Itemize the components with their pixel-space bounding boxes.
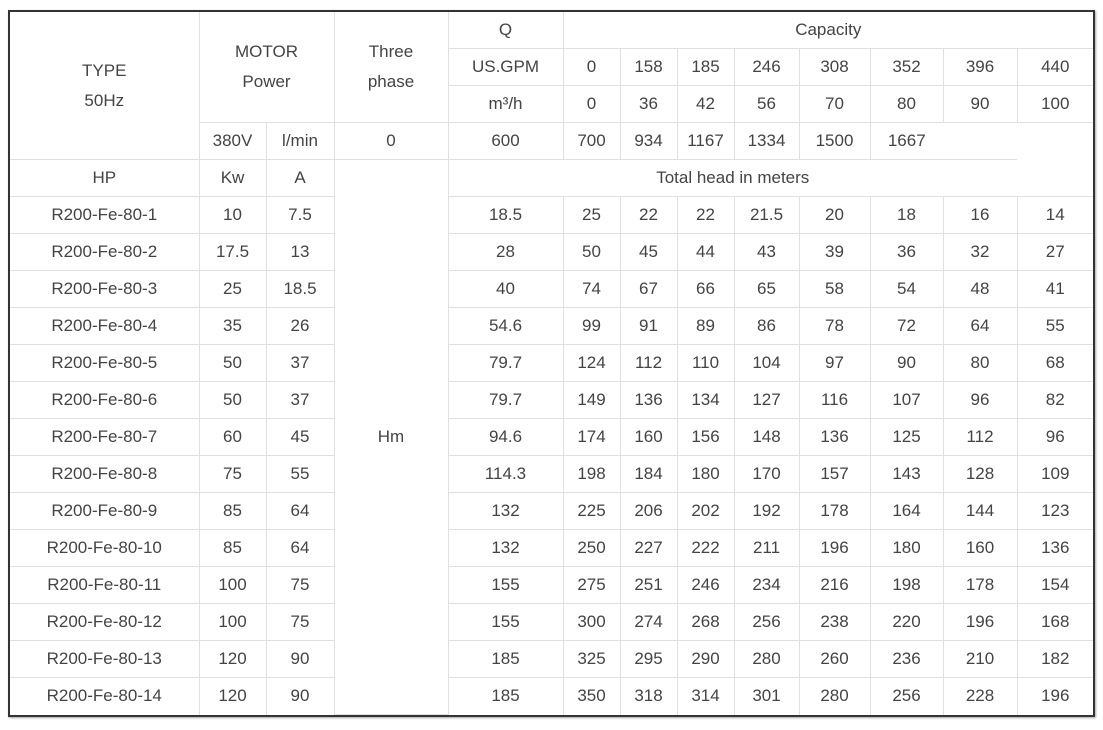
head-cell: 96 (943, 382, 1017, 419)
head-cell: 174 (563, 419, 620, 456)
amp-cell: 54.6 (448, 308, 563, 345)
amp-cell: 155 (448, 567, 563, 604)
head-cell: 54 (870, 271, 943, 308)
head-cell: 64 (943, 308, 1017, 345)
head-cell: 206 (620, 493, 677, 530)
head-cell: 143 (870, 456, 943, 493)
head-cell: 25 (563, 197, 620, 234)
hp-cell: 50 (199, 382, 266, 419)
head-cell: 228 (943, 678, 1017, 715)
head-cell: 68 (1017, 345, 1093, 382)
head-cell: 32 (943, 234, 1017, 271)
head-cell: 216 (799, 567, 870, 604)
unit-label-lmin: l/min (266, 123, 334, 160)
head-cell: 104 (734, 345, 799, 382)
head-cell: 125 (870, 419, 943, 456)
head-cell: 96 (1017, 419, 1093, 456)
head-cell: 67 (620, 271, 677, 308)
head-cell: 211 (734, 530, 799, 567)
amp-cell: 185 (448, 678, 563, 715)
head-cell: 110 (677, 345, 734, 382)
table-row (10, 234, 1093, 271)
hp-cell: 75 (199, 456, 266, 493)
head-cell: 196 (799, 530, 870, 567)
head-cell: 196 (943, 604, 1017, 641)
head-cell: 109 (1017, 456, 1093, 493)
head-cell: 182 (1017, 641, 1093, 678)
type-header-label: TYPE (82, 60, 127, 80)
pump-performance-table-frame (8, 10, 1095, 717)
head-cell: 295 (620, 641, 677, 678)
hp-cell: 85 (199, 530, 266, 567)
head-cell: 290 (677, 641, 734, 678)
head-cell: 251 (620, 567, 677, 604)
head-cell: 36 (870, 234, 943, 271)
head-cell: 112 (943, 419, 1017, 456)
capacity-lmin-cell: 1667 (870, 123, 943, 160)
capacity-m3h-cell: 36 (620, 86, 677, 123)
table-row (10, 382, 1093, 419)
capacity-m3h-cell: 100 (1017, 86, 1093, 123)
head-cell: 136 (620, 382, 677, 419)
hp-cell: 100 (199, 567, 266, 604)
head-cell: 350 (563, 678, 620, 715)
pump-type-cell: R200-Fe-80-7 (10, 419, 199, 456)
capacity-lmin-cell: 0 (334, 123, 448, 160)
pump-type-cell: R200-Fe-80-2 (10, 234, 199, 271)
head-cell: 97 (799, 345, 870, 382)
head-cell: 18 (870, 197, 943, 234)
capacity-m3h-cell: 42 (677, 86, 734, 123)
three-phase-header-cell (334, 12, 448, 123)
kw-cell: 37 (266, 345, 334, 382)
head-cell: 300 (563, 604, 620, 641)
hp-header: HP (10, 160, 199, 197)
head-cell: 325 (563, 641, 620, 678)
head-cell: 74 (563, 271, 620, 308)
amp-cell: 185 (448, 641, 563, 678)
head-cell: 210 (943, 641, 1017, 678)
head-cell: 39 (799, 234, 870, 271)
head-cell: 107 (870, 382, 943, 419)
head-cell: 124 (563, 345, 620, 382)
hp-cell: 60 (199, 419, 266, 456)
head-cell: 156 (677, 419, 734, 456)
hp-cell: 25 (199, 271, 266, 308)
head-cell: 260 (799, 641, 870, 678)
head-cell: 314 (677, 678, 734, 715)
head-cell: 178 (943, 567, 1017, 604)
head-cell: 43 (734, 234, 799, 271)
head-cell: 170 (734, 456, 799, 493)
kw-cell: 90 (266, 641, 334, 678)
capacity-m3h-cell: 80 (870, 86, 943, 123)
pump-type-cell: R200-Fe-80-12 (10, 604, 199, 641)
head-cell: 45 (620, 234, 677, 271)
capacity-m3h-cell: 0 (563, 86, 620, 123)
kw-cell: 55 (266, 456, 334, 493)
kw-cell: 7.5 (266, 197, 334, 234)
pump-type-cell: R200-Fe-80-13 (10, 641, 199, 678)
capacity-lmin-cell: 1167 (677, 123, 734, 160)
head-cell: 149 (563, 382, 620, 419)
head-cell: 256 (870, 678, 943, 715)
head-cell: 250 (563, 530, 620, 567)
head-cell: 44 (677, 234, 734, 271)
frequency-label: 50Hz (84, 90, 125, 110)
capacity-m3h-cell: 90 (943, 86, 1017, 123)
pump-type-cell: R200-Fe-80-14 (10, 678, 199, 715)
head-cell: 164 (870, 493, 943, 530)
table-row (10, 641, 1093, 678)
hp-cell: 35 (199, 308, 266, 345)
pump-type-cell: R200-Fe-80-5 (10, 345, 199, 382)
type-header-cell (10, 12, 199, 160)
head-cell: 55 (1017, 308, 1093, 345)
kw-cell: 90 (266, 678, 334, 715)
header-row-subcolumns (10, 160, 1093, 197)
kw-cell: 64 (266, 530, 334, 567)
amp-cell: 94.6 (448, 419, 563, 456)
head-cell: 78 (799, 308, 870, 345)
head-cell: 168 (1017, 604, 1093, 641)
head-cell: 66 (677, 271, 734, 308)
unit-label-m3h: m³/h (448, 86, 563, 123)
head-cell: 136 (1017, 530, 1093, 567)
kw-cell: 18.5 (266, 271, 334, 308)
kw-cell: 37 (266, 382, 334, 419)
capacity-m3h-cell: 56 (734, 86, 799, 123)
head-cell: 274 (620, 604, 677, 641)
head-cell: 16 (943, 197, 1017, 234)
head-cell: 123 (1017, 493, 1093, 530)
hp-cell: 17.5 (199, 234, 266, 271)
pump-type-cell: R200-Fe-80-3 (10, 271, 199, 308)
head-cell: 99 (563, 308, 620, 345)
motor-header-cell (199, 12, 334, 123)
head-cell: 127 (734, 382, 799, 419)
capacity-lmin-cell: 1334 (734, 123, 799, 160)
table-row (10, 567, 1093, 604)
capacity-lmin-cell: 1500 (799, 123, 870, 160)
head-cell: 90 (870, 345, 943, 382)
motor-header-label: MOTOR (235, 42, 298, 62)
unit-label-gpm: US.GPM (448, 49, 563, 86)
pump-type-cell: R200-Fe-80-8 (10, 456, 199, 493)
kw-cell: 75 (266, 567, 334, 604)
q-label: Q (448, 12, 563, 49)
capacity-gpm-cell: 308 (799, 49, 870, 86)
capacity-gpm-cell: 440 (1017, 49, 1093, 86)
pump-type-cell: R200-Fe-80-11 (10, 567, 199, 604)
capacity-gpm-cell: 396 (943, 49, 1017, 86)
hm-label: Hm (334, 160, 448, 715)
table-row (10, 456, 1093, 493)
amp-cell: 114.3 (448, 456, 563, 493)
head-cell: 72 (870, 308, 943, 345)
head-cell: 128 (943, 456, 1017, 493)
capacity-m3h-cell: 70 (799, 86, 870, 123)
pump-performance-table (10, 12, 1093, 715)
head-cell: 157 (799, 456, 870, 493)
head-cell: 280 (799, 678, 870, 715)
head-cell: 160 (620, 419, 677, 456)
head-cell: 14 (1017, 197, 1093, 234)
power-header-label: Power (242, 72, 291, 92)
head-cell: 112 (620, 345, 677, 382)
header-row-q (10, 12, 1093, 49)
head-cell: 154 (1017, 567, 1093, 604)
head-cell: 21.5 (734, 197, 799, 234)
head-cell: 116 (799, 382, 870, 419)
phase-header-label: phase (367, 72, 415, 92)
head-cell: 65 (734, 271, 799, 308)
kw-cell: 64 (266, 493, 334, 530)
hp-cell: 120 (199, 641, 266, 678)
table-row (10, 530, 1093, 567)
hp-cell: 100 (199, 604, 266, 641)
amp-header: A (266, 160, 334, 197)
head-cell: 202 (677, 493, 734, 530)
head-cell: 20 (799, 197, 870, 234)
table-row (10, 345, 1093, 382)
head-cell: 268 (677, 604, 734, 641)
table-row (10, 493, 1093, 530)
head-cell: 234 (734, 567, 799, 604)
pump-type-cell: R200-Fe-80-9 (10, 493, 199, 530)
head-cell: 91 (620, 308, 677, 345)
head-cell: 178 (799, 493, 870, 530)
head-cell: 198 (563, 456, 620, 493)
amp-cell: 155 (448, 604, 563, 641)
head-cell: 80 (943, 345, 1017, 382)
head-cell: 196 (1017, 678, 1093, 715)
kw-cell: 26 (266, 308, 334, 345)
total-head-header: Total head in meters (448, 160, 1017, 197)
amp-cell: 28 (448, 234, 563, 271)
capacity-lmin-cell: 600 (448, 123, 563, 160)
table-row (10, 678, 1093, 715)
capacity-header: Capacity (563, 12, 1093, 49)
head-cell: 58 (799, 271, 870, 308)
table-row (10, 271, 1093, 308)
amp-cell: 132 (448, 493, 563, 530)
amp-cell: 79.7 (448, 345, 563, 382)
table-row (10, 308, 1093, 345)
kw-header: Kw (199, 160, 266, 197)
head-cell: 148 (734, 419, 799, 456)
head-cell: 225 (563, 493, 620, 530)
head-cell: 22 (677, 197, 734, 234)
head-cell: 238 (799, 604, 870, 641)
head-cell: 41 (1017, 271, 1093, 308)
head-cell: 192 (734, 493, 799, 530)
kw-cell: 45 (266, 419, 334, 456)
head-cell: 227 (620, 530, 677, 567)
kw-cell: 13 (266, 234, 334, 271)
hp-cell: 10 (199, 197, 266, 234)
capacity-gpm-cell: 185 (677, 49, 734, 86)
hp-cell: 120 (199, 678, 266, 715)
head-cell: 144 (943, 493, 1017, 530)
head-cell: 136 (799, 419, 870, 456)
table-row (10, 197, 1093, 234)
head-cell: 184 (620, 456, 677, 493)
three-header-label: Three (368, 42, 414, 62)
pump-type-cell: R200-Fe-80-10 (10, 530, 199, 567)
head-cell: 246 (677, 567, 734, 604)
head-cell: 134 (677, 382, 734, 419)
head-cell: 280 (734, 641, 799, 678)
head-cell: 48 (943, 271, 1017, 308)
capacity-gpm-cell: 0 (563, 49, 620, 86)
hp-cell: 50 (199, 345, 266, 382)
capacity-lmin-cell: 700 (563, 123, 620, 160)
capacity-gpm-cell: 352 (870, 49, 943, 86)
head-cell: 301 (734, 678, 799, 715)
head-cell: 50 (563, 234, 620, 271)
pump-type-cell: R200-Fe-80-1 (10, 197, 199, 234)
voltage-label: 380V (199, 123, 266, 160)
amp-cell: 18.5 (448, 197, 563, 234)
head-cell: 82 (1017, 382, 1093, 419)
kw-cell: 75 (266, 604, 334, 641)
head-cell: 89 (677, 308, 734, 345)
head-cell: 256 (734, 604, 799, 641)
head-cell: 22 (620, 197, 677, 234)
table-row (10, 604, 1093, 641)
capacity-gpm-cell: 158 (620, 49, 677, 86)
pump-type-cell: R200-Fe-80-6 (10, 382, 199, 419)
pump-type-cell: R200-Fe-80-4 (10, 308, 199, 345)
amp-cell: 132 (448, 530, 563, 567)
table-row (10, 419, 1093, 456)
head-cell: 318 (620, 678, 677, 715)
head-cell: 180 (677, 456, 734, 493)
head-cell: 86 (734, 308, 799, 345)
capacity-gpm-cell: 246 (734, 49, 799, 86)
capacity-lmin-cell: 934 (620, 123, 677, 160)
head-cell: 275 (563, 567, 620, 604)
head-cell: 236 (870, 641, 943, 678)
head-cell: 160 (943, 530, 1017, 567)
amp-cell: 40 (448, 271, 563, 308)
hp-cell: 85 (199, 493, 266, 530)
head-cell: 27 (1017, 234, 1093, 271)
head-cell: 222 (677, 530, 734, 567)
head-cell: 198 (870, 567, 943, 604)
amp-cell: 79.7 (448, 382, 563, 419)
head-cell: 180 (870, 530, 943, 567)
head-cell: 220 (870, 604, 943, 641)
